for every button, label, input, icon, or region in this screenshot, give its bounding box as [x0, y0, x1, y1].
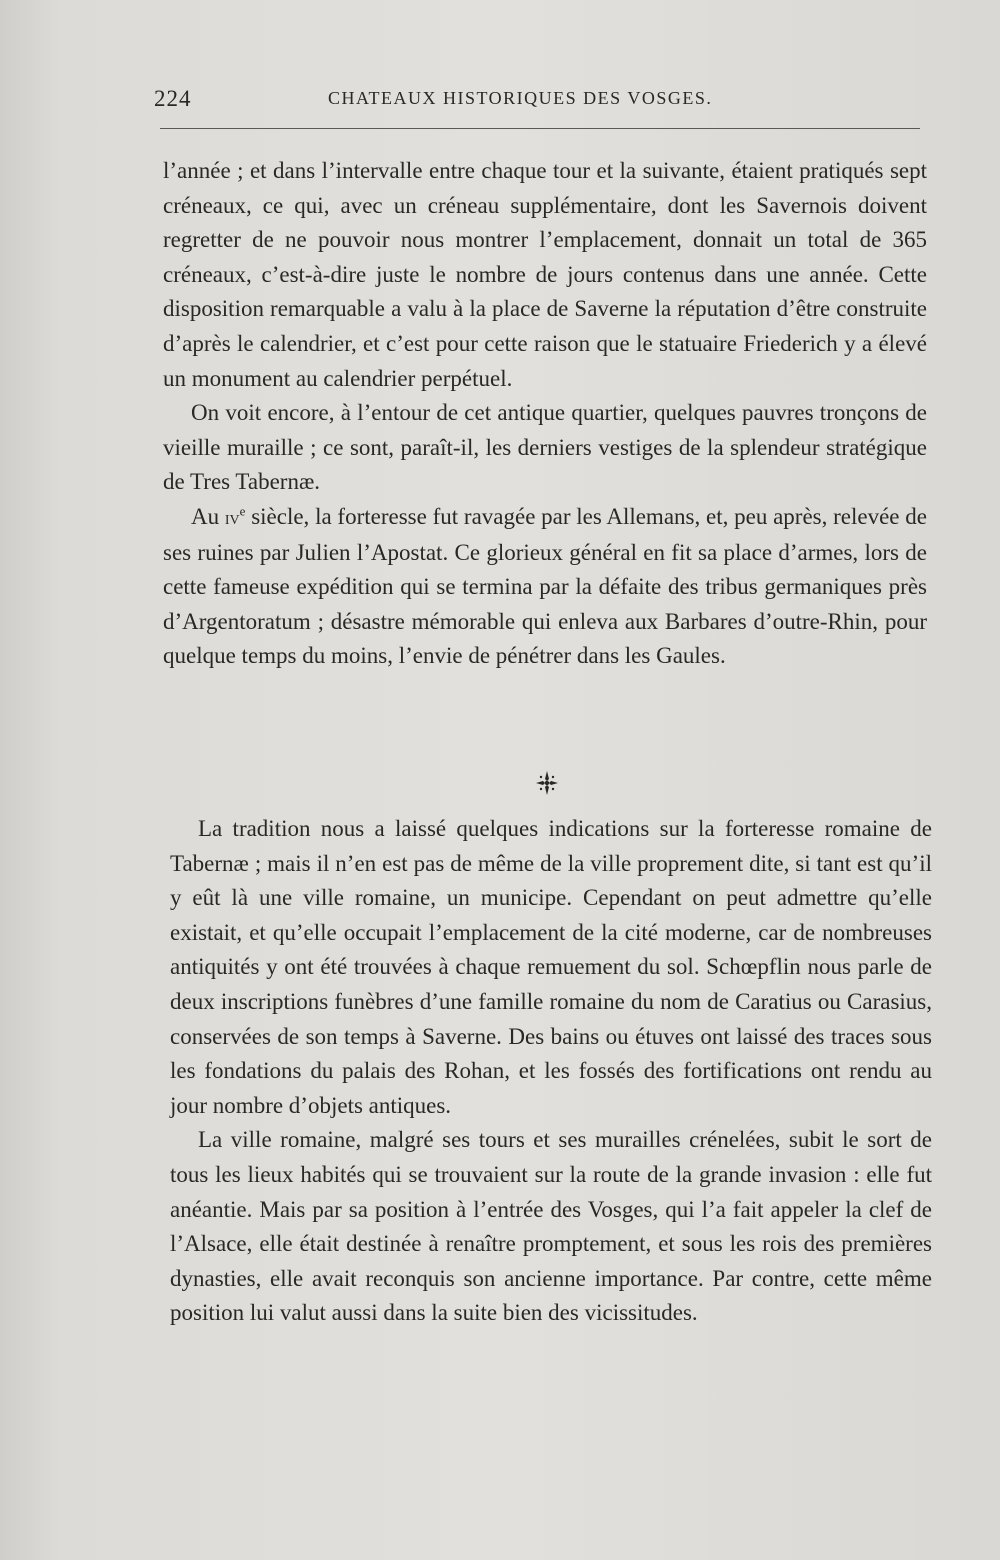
- fleuron-shape: [536, 771, 558, 795]
- header-rule: [160, 128, 920, 129]
- page-header: [150, 80, 920, 116]
- paragraph-fourth-century: [163, 500, 927, 674]
- paragraph-rest: siècle, la forteresse fut ravagée par les Allemans, et, peu après, relevée de ses ruines par Julien l’Apostat. Ce glorieux général en fit sa place d’armes, lors de cette fameuse expédition qui se termina par la défaite des tribus germaniques près d’Argentoratum ; désastre mémorable qui enleva aux Barbares d’outre-Rhin, pour quelque temps du moins, l’envie de pénétrer dans les Gaules.: [163, 503, 927, 669]
- century-superscript: e: [239, 503, 246, 519]
- century-numeral: iv: [224, 506, 240, 529]
- paragraph-invasion: La ville romaine, malgré ses tours et ses murailles crénelées, subit le sort de tous les lieux habités qui se trouvaient sur la route de la grande invasion : elle fut anéantie. Mais par sa position à l’entrée des Vosges, qui l’a fait appeler la clef de l’Alsace, elle était destinée à renaître promptement, et sous les rois des premières dynasties, elle avait reconquis son ancienne importance. Par contre, cette même position lui valut aussi dans la suite bien des vicissitudes.: [170, 1127, 932, 1326]
- section-one: [163, 154, 927, 674]
- section-two: [170, 812, 932, 1331]
- running-title: CHATEAUX HISTORIQUES DES VOSGES.: [328, 88, 713, 108]
- paragraph-calendar: l’année ; et dans l’intervalle entre chaque tour et la suivante, étaient pratiqués sept créneaux, ce qui, avec un créneau supplémentaire, dont les Savernois doivent regretter de ne pouvoir nous montrer l’emplacement, donnait un total de 365 créneaux, c’est-à-dire juste le nombre de jours contenus dans une année. Cette disposition remarquable a valu à la place de Saverne la réputation d’être construite d’après le calendrier, et c’est pour cette raison que le statuaire Friederich y a élevé un monument au calendrier perpétuel.: [163, 158, 927, 391]
- fleuron-ornament-icon: [532, 768, 562, 798]
- fleuron-svg: [532, 768, 562, 798]
- paragraph-lead: Au: [191, 503, 225, 529]
- paragraph-roman-town: La tradition nous a laissé quelques indications sur la forteresse romaine de Tabernæ ; mais il n’en est pas de même de la ville proprement dite, si tant est qu’il y eût là une ville romaine, un municipe. Cependant on peut admettre qu’elle existait, et qu’elle occupait l’emplacement de la cité moderne, car de nombreuses antiquités y ont été trouvées à chaque remuement du sol. Schœpflin nous parle de deux inscriptions funèbres d’une famille romaine du nom de Caratius ou Carasius, conservées de son temps à Saverne. Des bains ou étuves ont laissé des traces sous les fondations du palais des Rohan, et les fossés des fortifications ont rendu au jour nombre d’objets antiques.: [170, 816, 932, 1118]
- page-number: 224: [154, 86, 192, 111]
- paragraph-ramparts: On voit encore, à l’entour de cet antique quartier, quelques pauvres tronçons de vieille muraille ; ce sont, paraît-il, les derniers vestiges de la splendeur stratégique de Tres Tabernæ.: [163, 400, 927, 495]
